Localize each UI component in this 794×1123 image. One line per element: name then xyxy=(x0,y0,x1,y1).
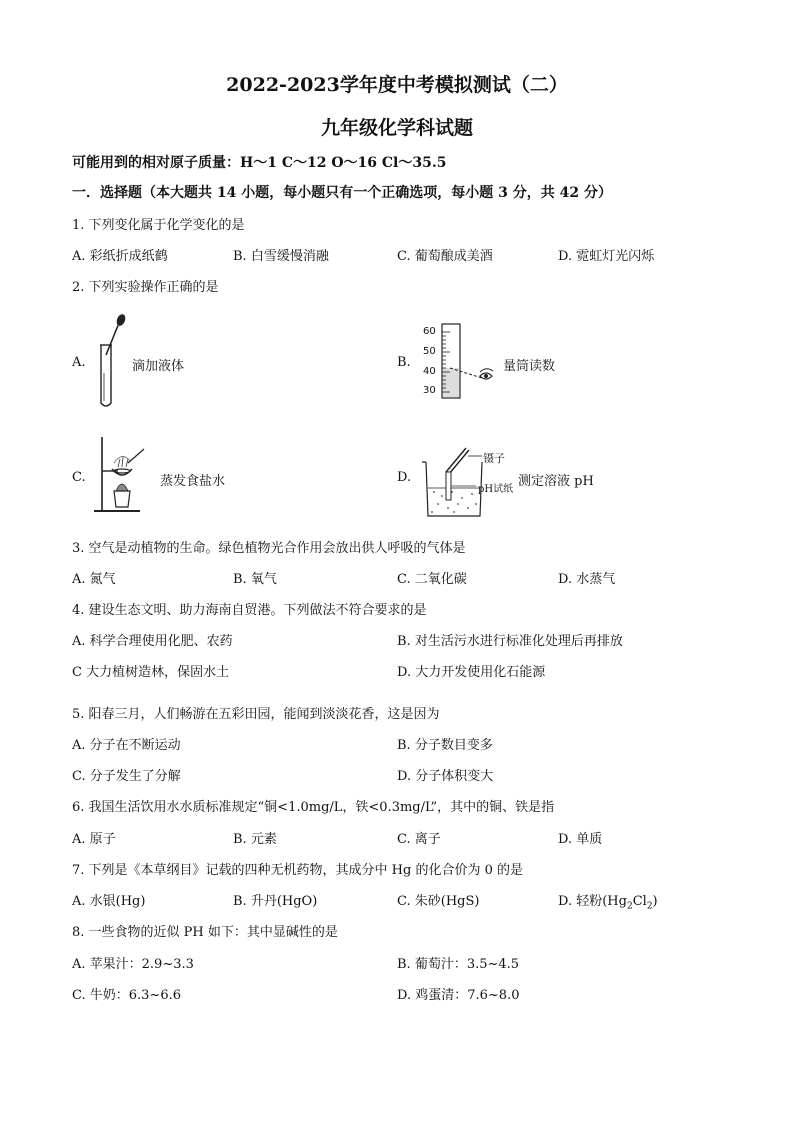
q8-option-a: A. 苹果汁：2.9~3.3 xyxy=(72,957,194,972)
question-8-stem: 8. 一些食物的近似 PH 如下：其中显碱性的是 xyxy=(72,925,338,940)
cylinder-tick-50: 50 xyxy=(423,346,436,357)
q2-figure-c-label: 蒸发食盐水 xyxy=(160,474,226,489)
q4-option-b: B. 对生活污水进行标准化处理后再排放 xyxy=(397,634,623,649)
page-subtitle: 九年级化学科试题 xyxy=(320,117,473,139)
q7-option-a: A. 水银(Hg) xyxy=(72,894,146,909)
q5-option-a: A. 分子在不断运动 xyxy=(72,738,181,753)
atomic-masses-note: 可能用到的相对原子质量：H～1 C～12 O～16 Cl～35.5 xyxy=(72,155,447,171)
q8-option-b: B. 葡萄汁：3.5~4.5 xyxy=(397,957,520,972)
section-heading: 一．选择题（本大题共 14 小题，每小题只有一个正确选项，每小题 3 分，共 42 分） xyxy=(72,185,612,201)
cylinder-tick-30: 30 xyxy=(423,385,436,396)
dropper-test-tube-figure xyxy=(95,315,135,410)
page-title: 2022-2023学年度中考模拟测试（二） xyxy=(226,74,568,96)
q2-option-d: D. xyxy=(397,470,412,485)
q2-option-a: A. xyxy=(72,355,86,370)
q4-option-a: A. 科学合理使用化肥、农药 xyxy=(72,634,233,649)
q3-option-a: A. 氮气 xyxy=(72,572,116,587)
q6-option-d: D. 单质 xyxy=(558,832,603,847)
q3-option-c: C. 二氧化碳 xyxy=(397,572,467,587)
q1-option-c: C. 葡萄酿成美酒 xyxy=(397,249,493,264)
q5-option-c: C. 分子发生了分解 xyxy=(72,769,181,784)
evaporation-setup-figure xyxy=(92,433,157,515)
q1-option-d: D. 霓虹灯光闪烁 xyxy=(558,249,655,264)
cylinder-tick-40: 40 xyxy=(423,366,436,377)
q4-option-d: D. 大力开发使用化石能源 xyxy=(397,665,546,680)
q7-option-c: C. 朱砂(HgS) xyxy=(397,894,480,909)
question-2-stem: 2. 下列实验操作正确的是 xyxy=(72,280,219,295)
question-6-stem: 6. 我国生活饮用水水质标准规定“铜<1.0mg/L，铁<0.3mg/L”，其中的铜、铁是指 xyxy=(72,800,555,815)
q4-option-c: C 大力植树造林，保固水土 xyxy=(72,665,230,680)
q3-option-d: D. 水蒸气 xyxy=(558,572,616,587)
q2-option-b: B. xyxy=(397,355,411,370)
q1-option-a: A. 彩纸折成纸鹤 xyxy=(72,249,168,264)
q1-option-b: B. 白雪缓慢消融 xyxy=(233,249,329,264)
q8-option-c: C. 牛奶：6.3~6.6 xyxy=(72,988,181,1003)
q8-option-d: D. 鸡蛋清：7.6~8.0 xyxy=(397,988,520,1003)
ph-paper-label: pH试纸 xyxy=(478,484,514,495)
question-7-stem: 7. 下列是《本草纲目》记载的四种无机药物，其成分中 Hg 的化合价为 0 的是 xyxy=(72,863,523,878)
question-5-stem: 5. 阳春三月，人们畅游在五彩田园，能闻到淡淡花香，这是因为 xyxy=(72,707,440,722)
q2-figure-d-label: 测定溶液 pH xyxy=(518,474,594,489)
cylinder-tick-60: 60 xyxy=(423,326,436,337)
question-4-stem: 4. 建设生态文明、助力海南自贸港。下列做法不符合要求的是 xyxy=(72,603,427,618)
q6-option-b: B. 元素 xyxy=(233,832,277,847)
question-1-stem: 1. 下列变化属于化学变化的是 xyxy=(72,218,245,233)
q7-option-d: D. 轻粉$(Hg_2Cl_2)$ xyxy=(558,894,658,912)
q2-option-c: C. xyxy=(72,470,86,485)
q7-option-b: B. 升丹(HgO) xyxy=(233,894,318,909)
tweezers-label: 镊子 xyxy=(483,452,505,465)
question-3-stem: 3. 空气是动植物的生命。绿色植物光合作用会放出供人呼吸的气体是 xyxy=(72,541,466,556)
q6-option-a: A. 原子 xyxy=(72,832,116,847)
q5-option-b: B. 分子数目变多 xyxy=(397,738,493,753)
q6-option-c: C. 离子 xyxy=(397,832,441,847)
q5-option-d: D. 分子体积变大 xyxy=(397,769,494,784)
q2-figure-b-label: 量筒读数 xyxy=(503,359,556,374)
q3-option-b: B. 氧气 xyxy=(233,572,277,587)
q2-figure-a-label: 滴加液体 xyxy=(132,359,185,374)
